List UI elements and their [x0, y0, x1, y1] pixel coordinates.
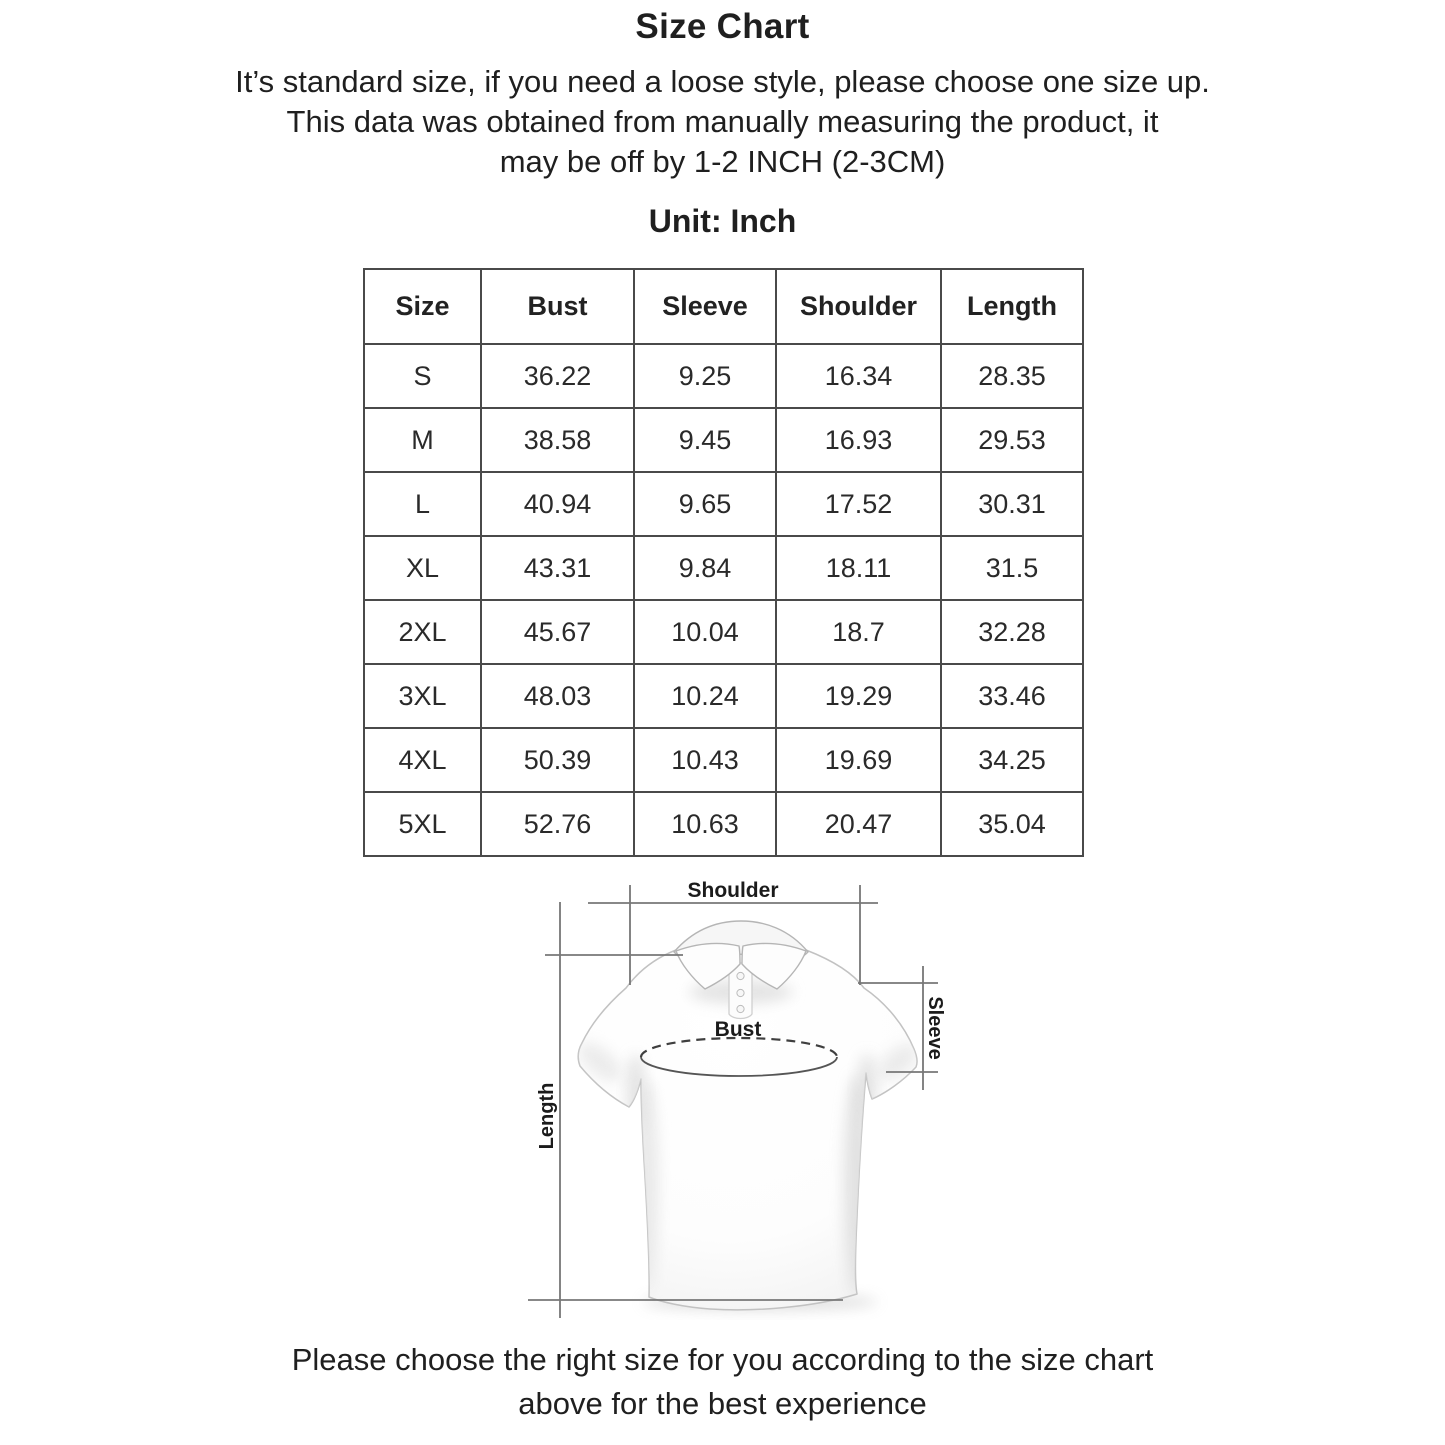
size-cell: 4XL	[364, 728, 481, 792]
shoulder-cell: 18.11	[776, 536, 941, 600]
column-header-size: Size	[364, 269, 481, 344]
bust-cell: 36.22	[481, 344, 634, 408]
bust-cell: 45.67	[481, 600, 634, 664]
size-cell: XL	[364, 536, 481, 600]
sleeve-cell: 10.63	[634, 792, 776, 856]
table-row	[364, 792, 1083, 856]
length-cell: 31.5	[941, 536, 1083, 600]
size-cell: 2XL	[364, 600, 481, 664]
column-header-length: Length	[941, 269, 1083, 344]
button-icon	[737, 972, 744, 979]
footer-line: Please choose the right size for you according to the size chart	[291, 1342, 1154, 1377]
column-header-bust: Bust	[481, 269, 634, 344]
column-header-sleeve: Sleeve	[634, 269, 776, 344]
length-cell: 30.31	[941, 472, 1083, 536]
sleeve-cell: 10.24	[634, 664, 776, 728]
length-cell: 33.46	[941, 664, 1083, 728]
unit-label: Unit: Inch	[648, 203, 797, 239]
table-row	[364, 344, 1083, 408]
length-label: Length	[536, 1082, 558, 1150]
sleeve-cell: 9.25	[634, 344, 776, 408]
bust-cell: 40.94	[481, 472, 634, 536]
description-line: This data was obtained from manually measuring the product, it	[286, 104, 1159, 139]
length-cell: 35.04	[941, 792, 1083, 856]
length-cell: 29.53	[941, 408, 1083, 472]
button-icon	[737, 1005, 744, 1012]
shoulder-cell: 17.52	[776, 472, 941, 536]
shoulder-cell: 19.69	[776, 728, 941, 792]
description-line: It’s standard size, if you need a loose style, please choose one size up.	[235, 64, 1210, 99]
sleeve-label: Sleeve	[924, 996, 946, 1060]
description-paragraph	[0, 62, 1445, 182]
size-table	[363, 268, 1084, 857]
shoulder-label: Shoulder	[687, 879, 779, 902]
table-row	[364, 600, 1083, 664]
sleeve-cell: 9.65	[634, 472, 776, 536]
size-cell: L	[364, 472, 481, 536]
size-cell: M	[364, 408, 481, 472]
sleeve-cell: 9.84	[634, 536, 776, 600]
size-cell: 3XL	[364, 664, 481, 728]
size-cell: S	[364, 344, 481, 408]
shoulder-cell: 16.93	[776, 408, 941, 472]
length-cell: 32.28	[941, 600, 1083, 664]
length-cell: 34.25	[941, 728, 1083, 792]
shirt-measurement-diagram	[500, 865, 960, 1335]
shoulder-cell: 20.47	[776, 792, 941, 856]
table-header-row	[364, 269, 1083, 344]
table-row	[364, 472, 1083, 536]
sleeve-cell: 10.43	[634, 728, 776, 792]
shoulder-cell: 18.7	[776, 600, 941, 664]
sleeve-cell: 10.04	[634, 600, 776, 664]
table-row	[364, 536, 1083, 600]
page-title: Size Chart	[635, 7, 810, 46]
table-row	[364, 408, 1083, 472]
footer-line: above for the best experience	[518, 1386, 927, 1421]
bust-cell: 48.03	[481, 664, 634, 728]
sleeve-cell: 9.45	[634, 408, 776, 472]
description-line: may be off by 1-2 INCH (2-3CM)	[499, 144, 946, 179]
shoulder-cell: 19.29	[776, 664, 941, 728]
table-row	[364, 728, 1083, 792]
button-icon	[737, 989, 744, 996]
bust-cell: 38.58	[481, 408, 634, 472]
bust-cell: 43.31	[481, 536, 634, 600]
bust-cell: 50.39	[481, 728, 634, 792]
table-row	[364, 664, 1083, 728]
bust-cell: 52.76	[481, 792, 634, 856]
bust-label: Bust	[714, 1018, 762, 1041]
column-header-shoulder: Shoulder	[776, 269, 941, 344]
size-cell: 5XL	[364, 792, 481, 856]
shoulder-cell: 16.34	[776, 344, 941, 408]
length-cell: 28.35	[941, 344, 1083, 408]
footer-note	[0, 1338, 1445, 1426]
